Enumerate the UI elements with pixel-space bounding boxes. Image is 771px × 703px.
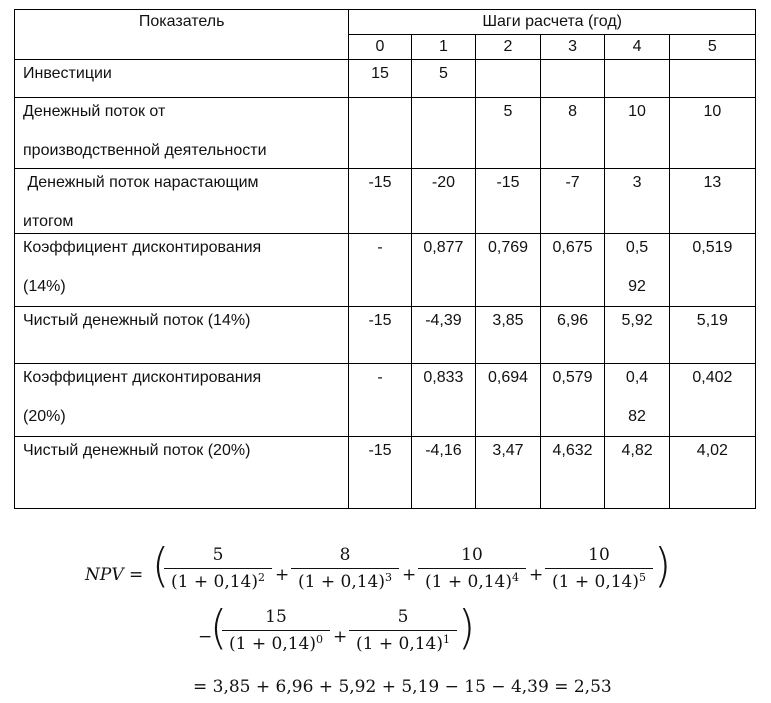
cell: 0,402 <box>669 364 755 437</box>
numerator: 10 <box>461 545 483 565</box>
cell: -15 <box>476 169 541 234</box>
cell: 6,96 <box>540 307 605 364</box>
cell: -7 <box>540 169 605 234</box>
row-label-line1: Чистый денежный поток (20%) <box>23 442 251 459</box>
cell <box>605 60 669 98</box>
header-steps: Шаги расчета (год) <box>349 10 756 35</box>
close-paren: ) <box>654 539 672 594</box>
row-label-line2: (14%) <box>23 278 66 295</box>
table-row <box>15 169 756 234</box>
cell: 0,694 <box>476 364 541 437</box>
numerator: 5 <box>212 545 224 565</box>
minus-sign: − <box>198 627 213 647</box>
cell: -15 <box>349 169 411 234</box>
denominator: $(1 + 0,14)^0$ <box>229 633 323 654</box>
year-0: 0 <box>349 35 411 60</box>
open-paren: ( <box>152 539 170 594</box>
cell: 8 <box>540 98 605 169</box>
wrapped-value: 0,482 <box>625 369 649 425</box>
row-label <box>15 98 349 169</box>
table-row <box>15 364 756 437</box>
table-row <box>15 307 756 364</box>
row-label <box>15 307 349 364</box>
cell <box>605 234 669 307</box>
row-label-line1: Денежный поток от <box>23 103 166 120</box>
fraction-bar <box>418 568 526 569</box>
row-label-line1: Коэффициент дисконтирования <box>23 239 262 256</box>
cell: 0,833 <box>411 364 476 437</box>
numerator: 5 <box>397 607 409 627</box>
cell <box>669 60 755 98</box>
fraction-2 <box>291 545 399 592</box>
year-3: 3 <box>540 35 605 60</box>
cell: -4,39 <box>411 307 476 364</box>
cell: 13 <box>669 169 755 234</box>
row-label-line1: Чистый денежный поток (14%) <box>23 312 251 329</box>
table-row <box>15 234 756 307</box>
row-label <box>15 169 349 234</box>
cell: - <box>349 234 411 307</box>
wrapped-value: 0,592 <box>625 239 649 295</box>
cell: 0,877 <box>411 234 476 307</box>
denominator: $(1 + 0,14)^1$ <box>356 633 450 654</box>
numerator: 8 <box>339 545 351 565</box>
cell: 4,02 <box>669 437 755 509</box>
row-label <box>15 364 349 437</box>
fraction-4 <box>545 545 653 592</box>
plus-sign: + <box>529 565 544 585</box>
cell: 5,92 <box>605 307 669 364</box>
npv-lhs <box>85 565 143 585</box>
cell: 15 <box>349 60 411 98</box>
row-label <box>15 234 349 307</box>
cell: -20 <box>411 169 476 234</box>
cell: 0,675 <box>540 234 605 307</box>
header-indicator: Показатель <box>15 10 349 60</box>
fraction-5 <box>222 607 330 654</box>
cash-flow-table <box>14 9 756 509</box>
cell: 10 <box>605 98 669 169</box>
cell: 3,47 <box>476 437 541 509</box>
fraction-bar <box>164 568 272 569</box>
cell: -15 <box>349 307 411 364</box>
plus-sign: + <box>333 627 348 647</box>
cell <box>349 98 411 169</box>
cell: 4,632 <box>540 437 605 509</box>
cell: 5 <box>476 98 541 169</box>
table-row <box>15 437 756 509</box>
numerator: 15 <box>265 607 287 627</box>
npv-symbol: NPV <box>85 565 124 585</box>
table-row <box>15 60 756 98</box>
row-label <box>15 60 349 98</box>
cell: 0,579 <box>540 364 605 437</box>
fraction-bar <box>222 630 330 631</box>
cell: -4,16 <box>411 437 476 509</box>
year-5: 5 <box>669 35 755 60</box>
fraction-bar <box>349 630 457 631</box>
plus-sign: + <box>275 565 290 585</box>
year-2: 2 <box>476 35 541 60</box>
equals-sign: = <box>129 565 144 585</box>
fraction-bar <box>291 568 399 569</box>
cell: 0,769 <box>476 234 541 307</box>
fraction-3 <box>418 545 526 592</box>
cell <box>540 60 605 98</box>
open-paren: ( <box>210 601 228 656</box>
cell: 0,519 <box>669 234 755 307</box>
cell: 5,19 <box>669 307 755 364</box>
cell <box>605 364 669 437</box>
denominator: $(1 + 0,14)^5$ <box>552 571 646 592</box>
row-label-line1: Инвестиции <box>23 65 112 82</box>
fraction-bar <box>545 568 653 569</box>
cell: 3,85 <box>476 307 541 364</box>
cell: 4,82 <box>605 437 669 509</box>
row-label-line1: Коэффициент дисконтирования <box>23 369 262 386</box>
cell <box>411 98 476 169</box>
cell: 5 <box>411 60 476 98</box>
cell: 10 <box>669 98 755 169</box>
cell: -15 <box>349 437 411 509</box>
npv-result: = 3,85 + 6,96 + 5,92 + 5,19 − 15 − 4,39 = 2,53 <box>193 677 612 697</box>
denominator: $(1 + 0,14)^3$ <box>298 571 392 592</box>
fraction-6 <box>349 607 457 654</box>
plus-sign: + <box>402 565 417 585</box>
year-1: 1 <box>411 35 476 60</box>
cell <box>476 60 541 98</box>
denominator: $(1 + 0,14)^4$ <box>425 571 519 592</box>
row-label-line2: итогом <box>23 213 74 230</box>
cell: 3 <box>605 169 669 234</box>
table-row <box>15 98 756 169</box>
year-4: 4 <box>605 35 669 60</box>
denominator: $(1 + 0,14)^2$ <box>171 571 265 592</box>
row-label-line2: (20%) <box>23 408 66 425</box>
close-paren: ) <box>458 601 476 656</box>
row-label <box>15 437 349 509</box>
row-label-line1: Денежный поток нарастающим <box>23 174 259 191</box>
row-label-line2: производственной деятельности <box>23 142 267 159</box>
numerator: 10 <box>588 545 610 565</box>
fraction-1 <box>164 545 272 592</box>
cell: - <box>349 364 411 437</box>
